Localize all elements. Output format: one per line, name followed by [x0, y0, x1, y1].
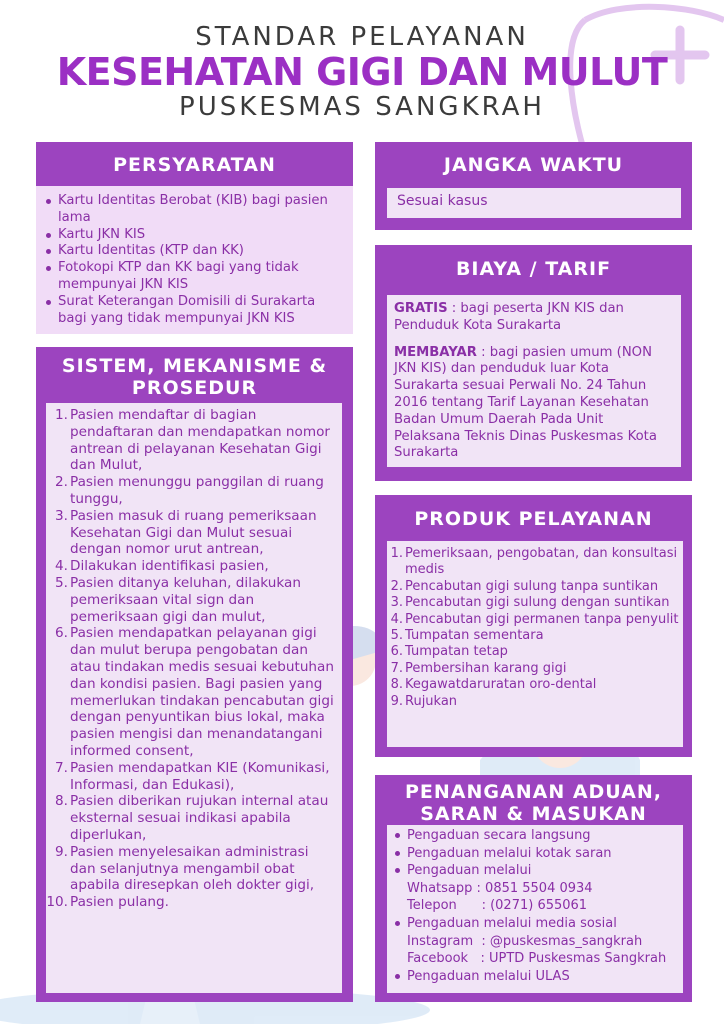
list-item: Pengaduan melalui	[393, 862, 679, 880]
sistem-title	[36, 347, 353, 399]
persyaratan-list-panel	[36, 186, 353, 334]
list-item: 2. Pencabutan gigi sulung tanpa suntikan	[390, 578, 659, 594]
list-item: Kartu Identitas (KTP dan KK)	[44, 243, 343, 260]
list-item: 9. Rujukan	[390, 693, 458, 709]
aduan-title	[375, 775, 692, 825]
instagram-line: Instagram : @puskesmas_sangkrah	[407, 933, 643, 949]
header-title-top: STANDAR PELAYANAN	[195, 22, 529, 52]
list-item: 4. Pencabutan gigi permanen tanpa penyulit	[390, 611, 679, 627]
aduan-list	[393, 827, 679, 880]
biaya-membayar	[394, 345, 673, 463]
membayar-text: : bagi pasien umum (NON JKN KIS) dan penduduk luar Kota Surakarta sesuai Perwali No. 24 Tahun 2016 tentang Tarif Layanan Kesehatan Badan Umum Daerah Pada Unit Pelaksana Teknis Dinas Puskesmas Kota Surakarta	[394, 344, 657, 461]
telepon-line: Telepon : (0271) 655061	[407, 898, 588, 914]
jangka-waktu-value: Sesuai kasus	[397, 193, 488, 209]
facebook-line: Facebook : UPTD Puskesmas Sangkrah	[407, 951, 667, 967]
produk-list	[387, 546, 681, 710]
persyaratan-title: PERSYARATAN	[113, 154, 276, 176]
list-item: Fotokopi KTP dan KK bagi yang tidak mempunyai JKN KIS	[44, 260, 343, 294]
persyaratan-section	[36, 142, 353, 186]
aduan-section	[375, 775, 692, 1002]
list-item: 1. Pasien mendaftar di bagian pendaftaran dan mendapatkan nomor antrean di pelayanan Kesehatan Gigi dan Mulut,	[55, 407, 330, 474]
list-item: 7. Pasien mendapatkan KIE (Komunikasi, Informasi, dan Edukasi),	[55, 759, 330, 793]
aduan-title-line2: SARAN & MASUKAN	[420, 803, 647, 825]
list-item: 8. Pasien diberikan rujukan internal atau eksternal sesuai indikasi apabila diperlukan,	[55, 793, 329, 843]
gratis-label: GRATIS	[394, 301, 448, 316]
list-item: Kartu Identitas Berobat (KIB) bagi pasien lama	[44, 193, 343, 227]
sistem-title-line2: PROSEDUR	[131, 377, 258, 399]
list-item: 10. Pasien pulang.	[46, 894, 169, 911]
persyaratan-list	[44, 193, 343, 327]
sistem-title-line1: SISTEM, MEKANISME &	[61, 355, 328, 377]
list-item: Pengaduan melalui kotak saran	[393, 845, 679, 863]
list-item: Pengaduan melalui media sosial	[393, 915, 679, 933]
biaya-title: BIAYA / TARIF	[455, 258, 612, 280]
list-item: Pengaduan secara langsung	[393, 827, 679, 845]
list-item: Kartu JKN KIS	[44, 227, 343, 244]
list-item: 3. Pencabutan gigi sulung dengan suntikan	[390, 595, 670, 611]
list-item: 9. Pasien menyelesaikan administrasi dan selanjutnya mengambil obat apabila diresepkan oleh dokter gigi,	[55, 843, 315, 894]
list-item: 6. Pasien mendapatkan pelayanan gigi dan mulut berupa pengobatan dan atau tindakan medis sesuai kebutuhan dan kondisi pasien. Bagi pasien yang memerlukan tindakan pencabutan gigi dengan penyuntikan bius lokal, maka pasien mengisi dan menandatangani informed consent,	[55, 625, 334, 759]
header-title-sub: PUSKESMAS SANGKRAH	[179, 92, 545, 122]
list-item: 2. Pasien menunggu panggilan di ruang tunggu,	[55, 474, 324, 507]
list-item: 3. Pasien masuk di ruang pemeriksaan Kesehatan Gigi dan Mulut sesuai dengan nomor urut antrean,	[55, 507, 317, 558]
list-item: 1. Pemeriksaan, pengobatan, dan konsultasi medis	[390, 546, 678, 578]
sistem-section	[36, 347, 353, 1002]
jangka-waktu-panel	[387, 188, 681, 218]
produk-panel	[387, 541, 683, 747]
aduan-panel	[387, 825, 683, 993]
biaya-panel	[387, 295, 681, 467]
membayar-label: MEMBAYAR	[394, 344, 477, 360]
list-item: 7. Pembersihan karang gigi	[390, 660, 567, 676]
list-item: 6. Tumpatan tetap	[390, 644, 508, 660]
aduan-title-line1: PENANGANAN ADUAN,	[405, 781, 662, 803]
jangka-waktu-section	[375, 142, 692, 230]
aduan-list-2	[393, 915, 679, 933]
list-item: 5. Tumpatan sementara	[390, 628, 544, 644]
list-item: 8. Kegawatdaruratan oro-dental	[390, 677, 597, 693]
gratis-text: : bagi peserta JKN KIS dan Penduduk Kota Surakarta	[394, 301, 624, 333]
biaya-section	[375, 245, 692, 481]
list-item: 4. Dilakukan identifikasi pasien,	[55, 558, 269, 575]
aduan-list-3	[393, 968, 679, 986]
whatsapp-line: Whatsapp : 0851 5504 0934	[407, 880, 593, 896]
jangka-waktu-title: JANGKA WAKTU	[443, 154, 624, 176]
header-title-main: KESEHATAN GIGI DAN MULUT	[56, 50, 668, 94]
biaya-gratis	[394, 301, 673, 335]
list-item: Surat Keterangan Domisili di Surakarta bagi yang tidak mempunyai JKN KIS	[44, 294, 343, 328]
produk-section	[375, 495, 692, 757]
list-item: 5. Pasien ditanya keluhan, dilakukan pemeriksaan vital sign dan pemeriksaan gigi dan mulut,	[55, 574, 301, 625]
list-item: Pengaduan melalui ULAS	[393, 968, 679, 986]
sistem-panel	[46, 403, 342, 993]
sistem-list	[46, 407, 336, 911]
produk-title: PRODUK PELAYANAN	[414, 508, 653, 530]
